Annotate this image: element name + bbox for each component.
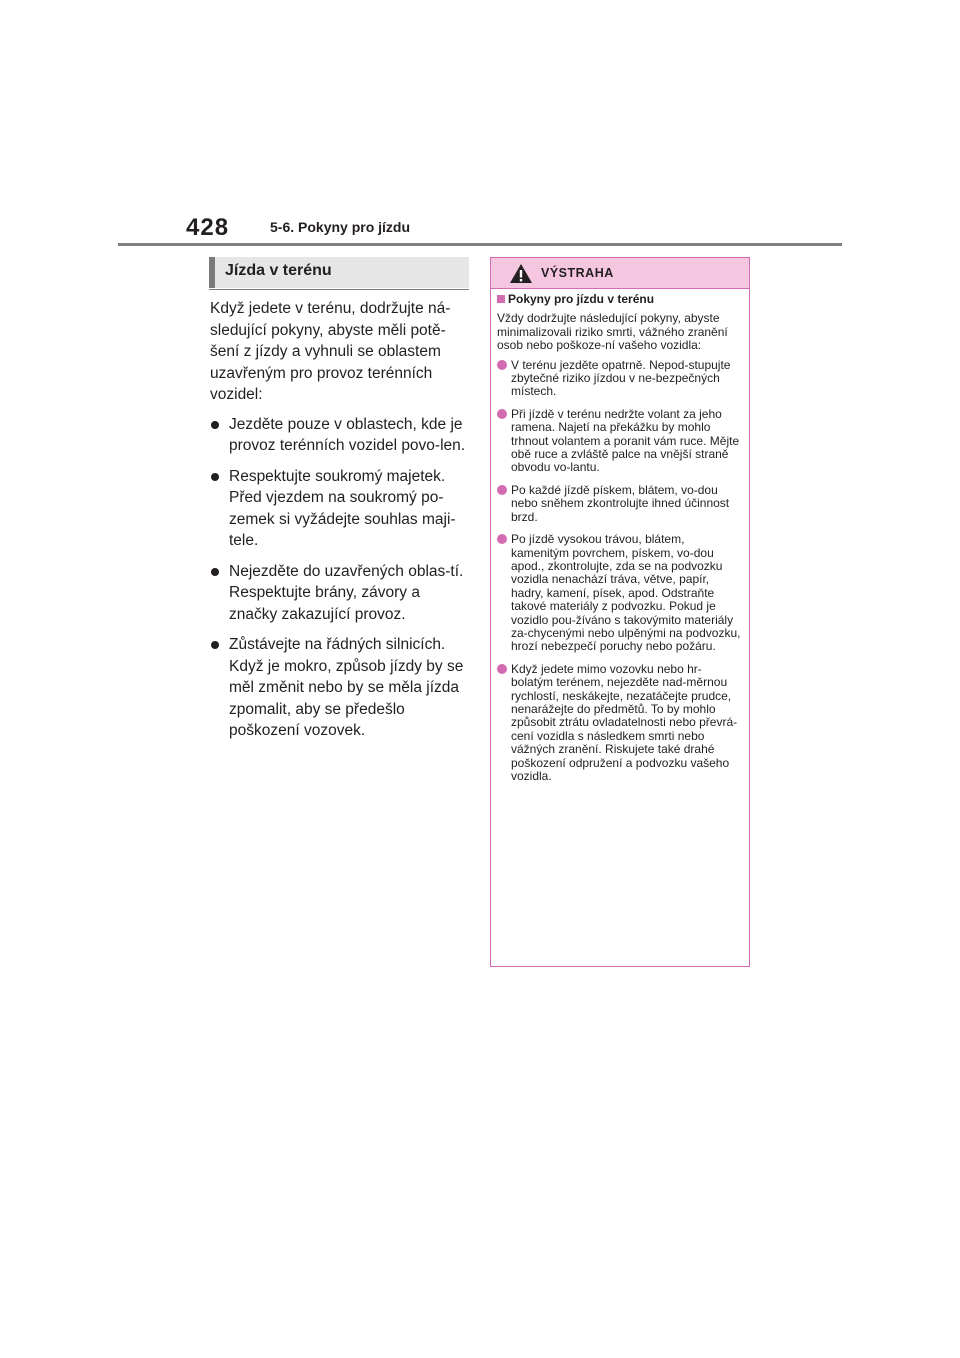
bullet-icon bbox=[211, 568, 219, 576]
header-rule bbox=[118, 243, 842, 246]
square-bullet-icon bbox=[497, 295, 505, 303]
bullet-icon bbox=[497, 409, 507, 419]
list-item-text: Jezděte pouze v oblastech, kde je provoz terénních vozidel povo-len. bbox=[229, 415, 466, 454]
warning-list bbox=[497, 359, 741, 784]
list-item bbox=[497, 484, 741, 524]
main-text bbox=[210, 298, 468, 751]
list-item bbox=[497, 533, 741, 654]
list-item-text: Po každé jízdě pískem, blátem, vo-dou nebo sněhem zkontrolujte ihned účinnost brzd. bbox=[511, 482, 730, 524]
list-item-text: Když jedete mimo vozovku nebo hr-bolatým terénem, nejezděte nad-měrnou rychlostí, neskákejte, nezatáčejte prudce, nenarážejte do předmětů. To by mohlo způsobit ztrátu ovladatelnosti nebo převrá-cení vozidla s následkem smrti nebo vážných zranění. Riskujete také drahé poškození odpružení a podvozku vašeho vozidla. bbox=[511, 661, 738, 783]
list-item-text: Respektujte soukromý majetek. Před vjezdem na soukromý po-zemek si vyžádejte souhlas maji-tele. bbox=[229, 467, 456, 549]
list-item-text: Nejezděte do uzavřených oblas-tí. Respektujte brány, závory a značky zakazující provoz. bbox=[229, 562, 464, 623]
section-heading-text: Jízda v terénu bbox=[225, 262, 332, 279]
list-item bbox=[210, 466, 468, 552]
list-item-text: Při jízdě v terénu nedržte volant za jeho ramena. Najetí na překážku by mohlo trhnout volantem a poranit vám ruce. Mějte obě ruce a zvláště palce na vnější straně obvodu vo-lantu. bbox=[511, 406, 740, 475]
bullet-icon bbox=[497, 360, 507, 370]
guideline-list bbox=[210, 414, 468, 742]
list-item bbox=[210, 634, 468, 742]
bullet-icon bbox=[497, 664, 507, 674]
warning-title: VÝSTRAHA bbox=[541, 266, 614, 280]
bullet-icon bbox=[497, 485, 507, 495]
intro-paragraph: Když jedete v terénu, dodržujte ná-sledující pokyny, abyste měli potě-šení z jízdy a vyhnuli se oblastem uzavřeným pro provoz terénních vozidel: bbox=[210, 300, 451, 403]
list-item-text: V terénu jezděte opatrně. Nepod-stupujte zbytečné riziko jízdou v ne-bezpečných místech. bbox=[511, 357, 731, 399]
list-item-text: Po jízdě vysokou trávou, blátem, kamenitým povrchem, pískem, vo-dou apod., zkontrolujte, zda se na podvozku vozidla nenachází tráva, větve, papír, hadry, kamení, písek, apod. Odstraňte takové materiály z podvozku. Pokud je vozidlo pou-žíváno s takovýmito materiály za-chycenými nebo ulpěnými na podvozku, hrozí nebezpečí poruchy nebo požáru. bbox=[511, 532, 741, 654]
warning-triangle-icon bbox=[509, 263, 533, 289]
section-heading bbox=[209, 257, 469, 288]
section-label: 5-6. Pokyny pro jízdu bbox=[270, 219, 411, 235]
heading-underline bbox=[209, 289, 469, 290]
bullet-icon bbox=[211, 641, 219, 649]
list-item bbox=[497, 663, 741, 784]
warning-body bbox=[491, 289, 749, 783]
page-number: 428 bbox=[186, 214, 230, 241]
warning-subhead bbox=[497, 293, 741, 306]
list-item bbox=[497, 408, 741, 475]
warning-box bbox=[490, 257, 750, 967]
list-item bbox=[210, 414, 468, 457]
list-item bbox=[210, 561, 468, 626]
bullet-icon bbox=[211, 473, 219, 481]
list-item-text: Zůstávejte na řádných silnicích. Když je mokro, způsob jízdy by se měl změnit nebo by se měla jízda zpomalit, aby se předešlo poškození vozovek. bbox=[229, 636, 464, 739]
warning-intro: Vždy dodržujte následující pokyny, abyste minimalizovali riziko smrti, vážného zranění osob nebo poškoze-ní vašeho vozidla: bbox=[497, 311, 728, 353]
warning-subhead-text: Pokyny pro jízdu v terénu bbox=[508, 292, 655, 306]
warning-header bbox=[491, 258, 749, 289]
bullet-icon bbox=[497, 534, 507, 544]
list-item bbox=[497, 359, 741, 399]
bullet-icon bbox=[211, 421, 219, 429]
